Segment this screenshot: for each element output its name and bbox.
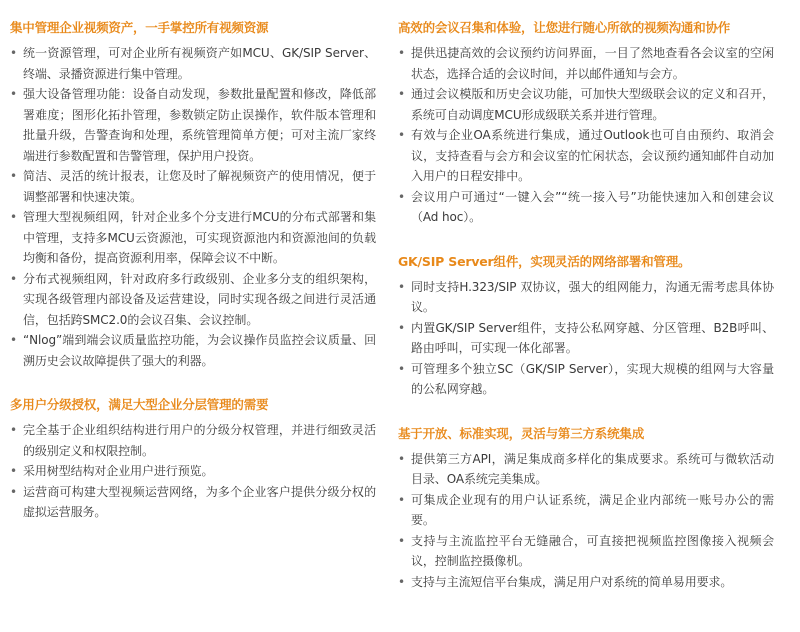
list-item: • 采用树型结构对企业用户进行预览。 <box>10 461 376 482</box>
bullet-icon: • <box>398 574 405 589</box>
list-item: • 提供第三方API，满足集成商多样化的集成要求。系统可与微软活动目录、OA系统完美集成。 <box>398 449 774 490</box>
section-central-management <box>10 20 376 371</box>
section-third-party-integration <box>398 426 774 593</box>
list-item: • 同时支持H.323/SIP 双协议，强大的组网能力，沟通无需考虑具体协议。 <box>398 277 774 318</box>
section-heading: GK/SIP Server组件，实现灵活的网络部署和管理。 <box>398 253 691 269</box>
list-item: • 统一资源管理，可对企业所有视频资产如MCU、GK/SIP Server、终端、录播资源进行集中管理。 <box>10 43 376 84</box>
section-user-authorization <box>10 397 376 523</box>
list-item: • 会议用户可通过“一键入会”“统一接入号”功能快速加入和创建会议（Ad hoc）。 <box>398 187 774 228</box>
bullet-icon: • <box>398 361 405 376</box>
list-item: • 支持与主流短信平台集成，满足用户对系统的简单易用要求。 <box>398 572 774 593</box>
left-column <box>10 20 376 549</box>
bullet-icon: • <box>398 533 405 548</box>
section-heading: 基于开放、标准实现，灵活与第三方系统集成 <box>398 425 645 441</box>
bullet-icon: • <box>398 320 405 335</box>
bullet-icon: • <box>10 169 17 183</box>
list-item: • 内置GK/SIP Server组件，支持公私网穿越、分区管理、B2B呼叫、路由呼叫，可实现一体化部署。 <box>398 318 774 359</box>
list-item: • 运营商可构建大型视频运营网络，为多个企业客户提供分级分权的虚拟运营服务。 <box>10 482 376 523</box>
bullet-list <box>398 43 774 228</box>
bullet-icon: • <box>398 279 405 294</box>
bullet-icon: • <box>10 464 17 478</box>
bullet-icon: • <box>10 271 17 286</box>
section-heading: 多用户分级授权，满足大型企业分层管理的需要 <box>10 397 269 412</box>
bullet-icon: • <box>398 128 405 142</box>
bullet-icon: • <box>10 423 17 437</box>
list-item: • 可管理多个独立SC（GK/SIP Server），实现大规模的组网与大容量的公私网穿越。 <box>398 359 774 400</box>
list-item: • 可集成企业现有的用户认证系统，满足企业内部统一账号办公的需要。 <box>398 490 774 531</box>
list-item: • “Nlog”端到端会议质量监控功能，为会议操作员监控会议质量、回溯历史会议故障提供了强大的利器。 <box>10 330 376 371</box>
bullet-icon: • <box>398 46 405 60</box>
list-item: • 有效与企业OA系统进行集成，通过Outlook也可自由预约、取消会议，支持查看与会方和会议室的忙闲状态，会议预约通知邮件自动加入用户的日程安排中。 <box>398 125 774 187</box>
bullet-icon: • <box>398 87 405 101</box>
list-item: • 强大设备管理功能：设备自动发现，参数批量配置和修改，降低部署难度；图形化拓扑管理，参数锁定防止误操作，软件版本管理和批量升级，告警查询和处理，系统管理简单方便；可对主流厂家终端进行参数配置和告警管理，保护用户投资。 <box>10 84 376 166</box>
bullet-list <box>398 449 774 593</box>
bullet-list <box>10 420 376 523</box>
bullet-icon: • <box>10 87 17 101</box>
list-item: • 完全基于企业组织结构进行用户的分级分权管理，并进行细致灵活的级别定义和权限控制。 <box>10 420 376 461</box>
right-column <box>398 20 774 618</box>
bullet-icon: • <box>10 46 17 60</box>
section-heading: 高效的会议召集和体验，让您进行随心所欲的视频沟通和协作 <box>398 20 731 35</box>
bullet-icon: • <box>10 333 17 347</box>
bullet-icon: • <box>10 210 17 224</box>
list-item: • 分布式视频组网，针对政府多行政级别、企业多分支的组织架构，实现各级管理内部设备及运营建设，同时实现各级之间进行灵活通信，包括跨SMC2.0的会议召集、会议控制。 <box>10 269 376 331</box>
bullet-list <box>10 43 376 371</box>
bullet-list <box>398 277 774 400</box>
list-item: • 通过会议模版和历史会议功能，可加快大型级联会议的定义和召开，系统可自动调度MCU形成级联关系并进行管理。 <box>398 84 774 125</box>
bullet-icon: • <box>398 189 405 204</box>
list-item: • 简洁、灵活的统计报表，让您及时了解视频资产的使用情况，便于调整部署和快速决策。 <box>10 166 376 207</box>
section-gk-sip-server <box>398 254 774 400</box>
bullet-icon: • <box>398 451 405 466</box>
bullet-icon: • <box>398 492 405 507</box>
list-item: • 提供迅捷高效的会议预约访问界面，一目了然地查看各会议室的空闲状态，选择合适的会议时间，并以邮件通知与会方。 <box>398 43 774 84</box>
bullet-icon: • <box>10 484 17 499</box>
section-heading: 集中管理企业视频资产，一手掌控所有视频资源 <box>10 20 269 35</box>
list-item: • 支持与主流监控平台无缝融合，可直接把视频监控图像接入视频会议，控制监控摄像机。 <box>398 531 774 572</box>
list-item: • 管理大型视频组网，针对企业多个分支进行MCU的分布式部署和集中管理，支持多MCU云资源池，可实现资源池内和资源池间的负载均衡和备份，提高资源利用率，保障会议不中断。 <box>10 207 376 269</box>
section-conference-experience <box>398 20 774 228</box>
